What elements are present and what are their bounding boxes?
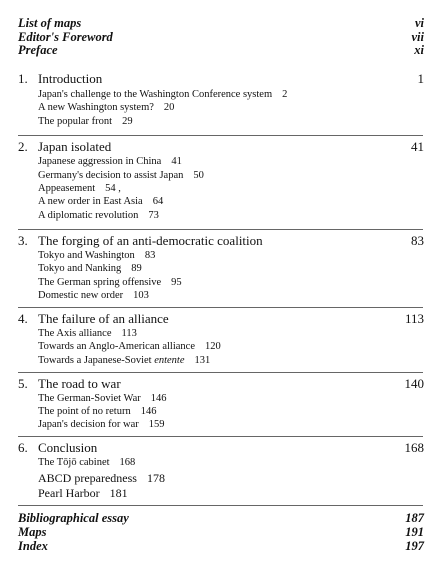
chapter-page: 1 bbox=[417, 71, 424, 86]
entry-page: 187 bbox=[405, 511, 424, 525]
chapter-page: 113 bbox=[404, 311, 424, 326]
back-entry-index bbox=[0, 539, 442, 553]
chapter-4-section-2 bbox=[0, 341, 442, 355]
front-entry-preface bbox=[0, 43, 442, 57]
section-title: Tokyo and Washington bbox=[38, 250, 135, 261]
entry-page: vii bbox=[411, 30, 424, 44]
chapter-4-heading bbox=[0, 311, 442, 325]
chapter-3-section-1 bbox=[0, 250, 442, 264]
section-title: Tokyo and Nanking bbox=[38, 263, 122, 274]
chapter-page: 168 bbox=[404, 440, 424, 455]
section-title: Japanese aggression in China bbox=[38, 156, 162, 167]
chapter-6-section-1 bbox=[0, 457, 442, 471]
chapter-6-section-3 bbox=[0, 486, 442, 500]
chapter-2-section-1 bbox=[0, 156, 442, 170]
chapter-2-section-5 bbox=[0, 210, 442, 224]
entry-title: Bibliographical essay bbox=[18, 511, 129, 525]
chapter-page: 41 bbox=[411, 139, 424, 154]
divider bbox=[18, 135, 423, 136]
divider bbox=[18, 229, 423, 230]
chapter-3-heading bbox=[0, 233, 442, 247]
section-page: 120 bbox=[205, 341, 221, 352]
section-title: Domestic new order bbox=[38, 290, 124, 301]
section-page: 159 bbox=[148, 419, 165, 430]
section-page: 29 bbox=[122, 116, 133, 127]
section-page: 83 bbox=[144, 250, 156, 261]
chapter-6-section-2 bbox=[0, 471, 442, 485]
section-page: 95 bbox=[171, 277, 182, 288]
divider bbox=[18, 505, 423, 506]
entry-title: Maps bbox=[18, 525, 47, 539]
section-title: Towards an Anglo-American alliance bbox=[38, 341, 195, 352]
chapter-title: Conclusion bbox=[38, 440, 98, 455]
section-title: Towards a Japanese-Soviet bbox=[38, 355, 152, 366]
section-page: 20 bbox=[163, 102, 175, 113]
chapter-2-heading bbox=[0, 139, 442, 153]
chapter-3-section-4 bbox=[0, 290, 442, 304]
chapter-5-heading bbox=[0, 376, 442, 390]
chapter-number: 4. bbox=[18, 311, 28, 326]
chapter-6-heading bbox=[0, 440, 442, 454]
chapter-1-section-3 bbox=[0, 116, 442, 130]
entry-page: 197 bbox=[405, 539, 424, 553]
front-entry-editors-foreword bbox=[0, 30, 442, 44]
chapter-2-section-2 bbox=[0, 170, 442, 184]
section-page: 64 bbox=[152, 196, 164, 207]
chapter-title: Japan isolated bbox=[38, 139, 112, 154]
chapter-title: The forging of an anti-democratic coalition bbox=[38, 233, 263, 248]
section-title: Appeasement bbox=[38, 183, 96, 194]
entry-title: List of maps bbox=[18, 16, 82, 30]
chapter-2-section-4 bbox=[0, 196, 442, 210]
section-title: The popular front bbox=[38, 116, 113, 127]
divider bbox=[18, 372, 423, 373]
chapter-page: 140 bbox=[404, 376, 424, 391]
chapter-page: 83 bbox=[411, 233, 424, 248]
section-title-italic: entente bbox=[154, 355, 185, 366]
front-entry-list-of-maps bbox=[0, 16, 442, 30]
chapter-title: The road to war bbox=[38, 376, 121, 391]
section-title: The German spring offensive bbox=[38, 277, 162, 288]
entry-title: Index bbox=[18, 539, 48, 553]
entry-page: vi bbox=[414, 16, 424, 30]
section-title: Germany's decision to assist Japan bbox=[38, 170, 184, 181]
chapter-5-section-3 bbox=[0, 419, 442, 433]
section-title: ABCD preparedness bbox=[38, 471, 137, 485]
chapter-title: The failure of an alliance bbox=[38, 311, 169, 326]
chapter-number: 6. bbox=[18, 440, 28, 455]
chapter-1-section-1 bbox=[0, 89, 442, 103]
section-title: The German-Soviet War bbox=[38, 393, 141, 404]
section-title: A new order in East Asia bbox=[38, 196, 143, 207]
section-page: 2 bbox=[282, 89, 288, 100]
section-title: Japan's decision for war bbox=[38, 419, 139, 430]
section-title: Pearl Harbor bbox=[38, 486, 100, 500]
entry-title: Preface bbox=[18, 43, 58, 57]
section-title: A new Washington system? bbox=[38, 102, 154, 113]
entry-page: 191 bbox=[405, 525, 424, 539]
section-page: 131 bbox=[194, 355, 211, 366]
section-title: A diplomatic revolution bbox=[38, 210, 139, 221]
section-page: 146 bbox=[150, 393, 167, 404]
entry-title: Editor's Foreword bbox=[18, 30, 113, 44]
entry-page: xi bbox=[414, 43, 424, 57]
chapter-number: 5. bbox=[18, 376, 28, 391]
section-title: The point of no return bbox=[38, 406, 131, 417]
section-page: 113 bbox=[121, 328, 137, 339]
divider bbox=[18, 436, 423, 437]
section-title: The Tōjō cabinet bbox=[38, 457, 110, 468]
section-page: 178 bbox=[146, 471, 165, 485]
chapter-4-section-3 bbox=[0, 355, 442, 369]
section-page: 50 bbox=[193, 170, 204, 181]
chapter-number: 1. bbox=[18, 71, 28, 86]
section-page: 181 bbox=[109, 486, 128, 500]
chapter-5-section-2 bbox=[0, 406, 442, 420]
section-page: 73 bbox=[148, 210, 159, 221]
chapter-1-section-2 bbox=[0, 102, 442, 116]
chapter-number: 3. bbox=[18, 233, 28, 248]
section-page: 168 bbox=[119, 457, 136, 468]
section-page: 89 bbox=[131, 263, 142, 274]
section-page: 146 bbox=[140, 406, 157, 417]
back-entry-bibliographical-essay bbox=[0, 511, 442, 525]
section-page: 41 bbox=[171, 156, 182, 167]
divider bbox=[18, 307, 423, 308]
back-entry-maps bbox=[0, 525, 442, 539]
section-title: The Axis alliance bbox=[38, 328, 112, 339]
chapter-3-section-3 bbox=[0, 277, 442, 291]
chapter-1-heading bbox=[0, 71, 442, 85]
chapter-title: Introduction bbox=[38, 71, 103, 86]
chapter-2-section-3 bbox=[0, 183, 442, 197]
chapter-3-section-2 bbox=[0, 263, 442, 277]
section-title: Japan's challenge to the Washington Conference system bbox=[38, 89, 273, 100]
chapter-number: 2. bbox=[18, 139, 28, 154]
chapter-5-section-1 bbox=[0, 393, 442, 407]
section-page: 54 , bbox=[105, 183, 121, 194]
section-page: 103 bbox=[133, 290, 149, 301]
chapter-4-section-1 bbox=[0, 328, 442, 342]
